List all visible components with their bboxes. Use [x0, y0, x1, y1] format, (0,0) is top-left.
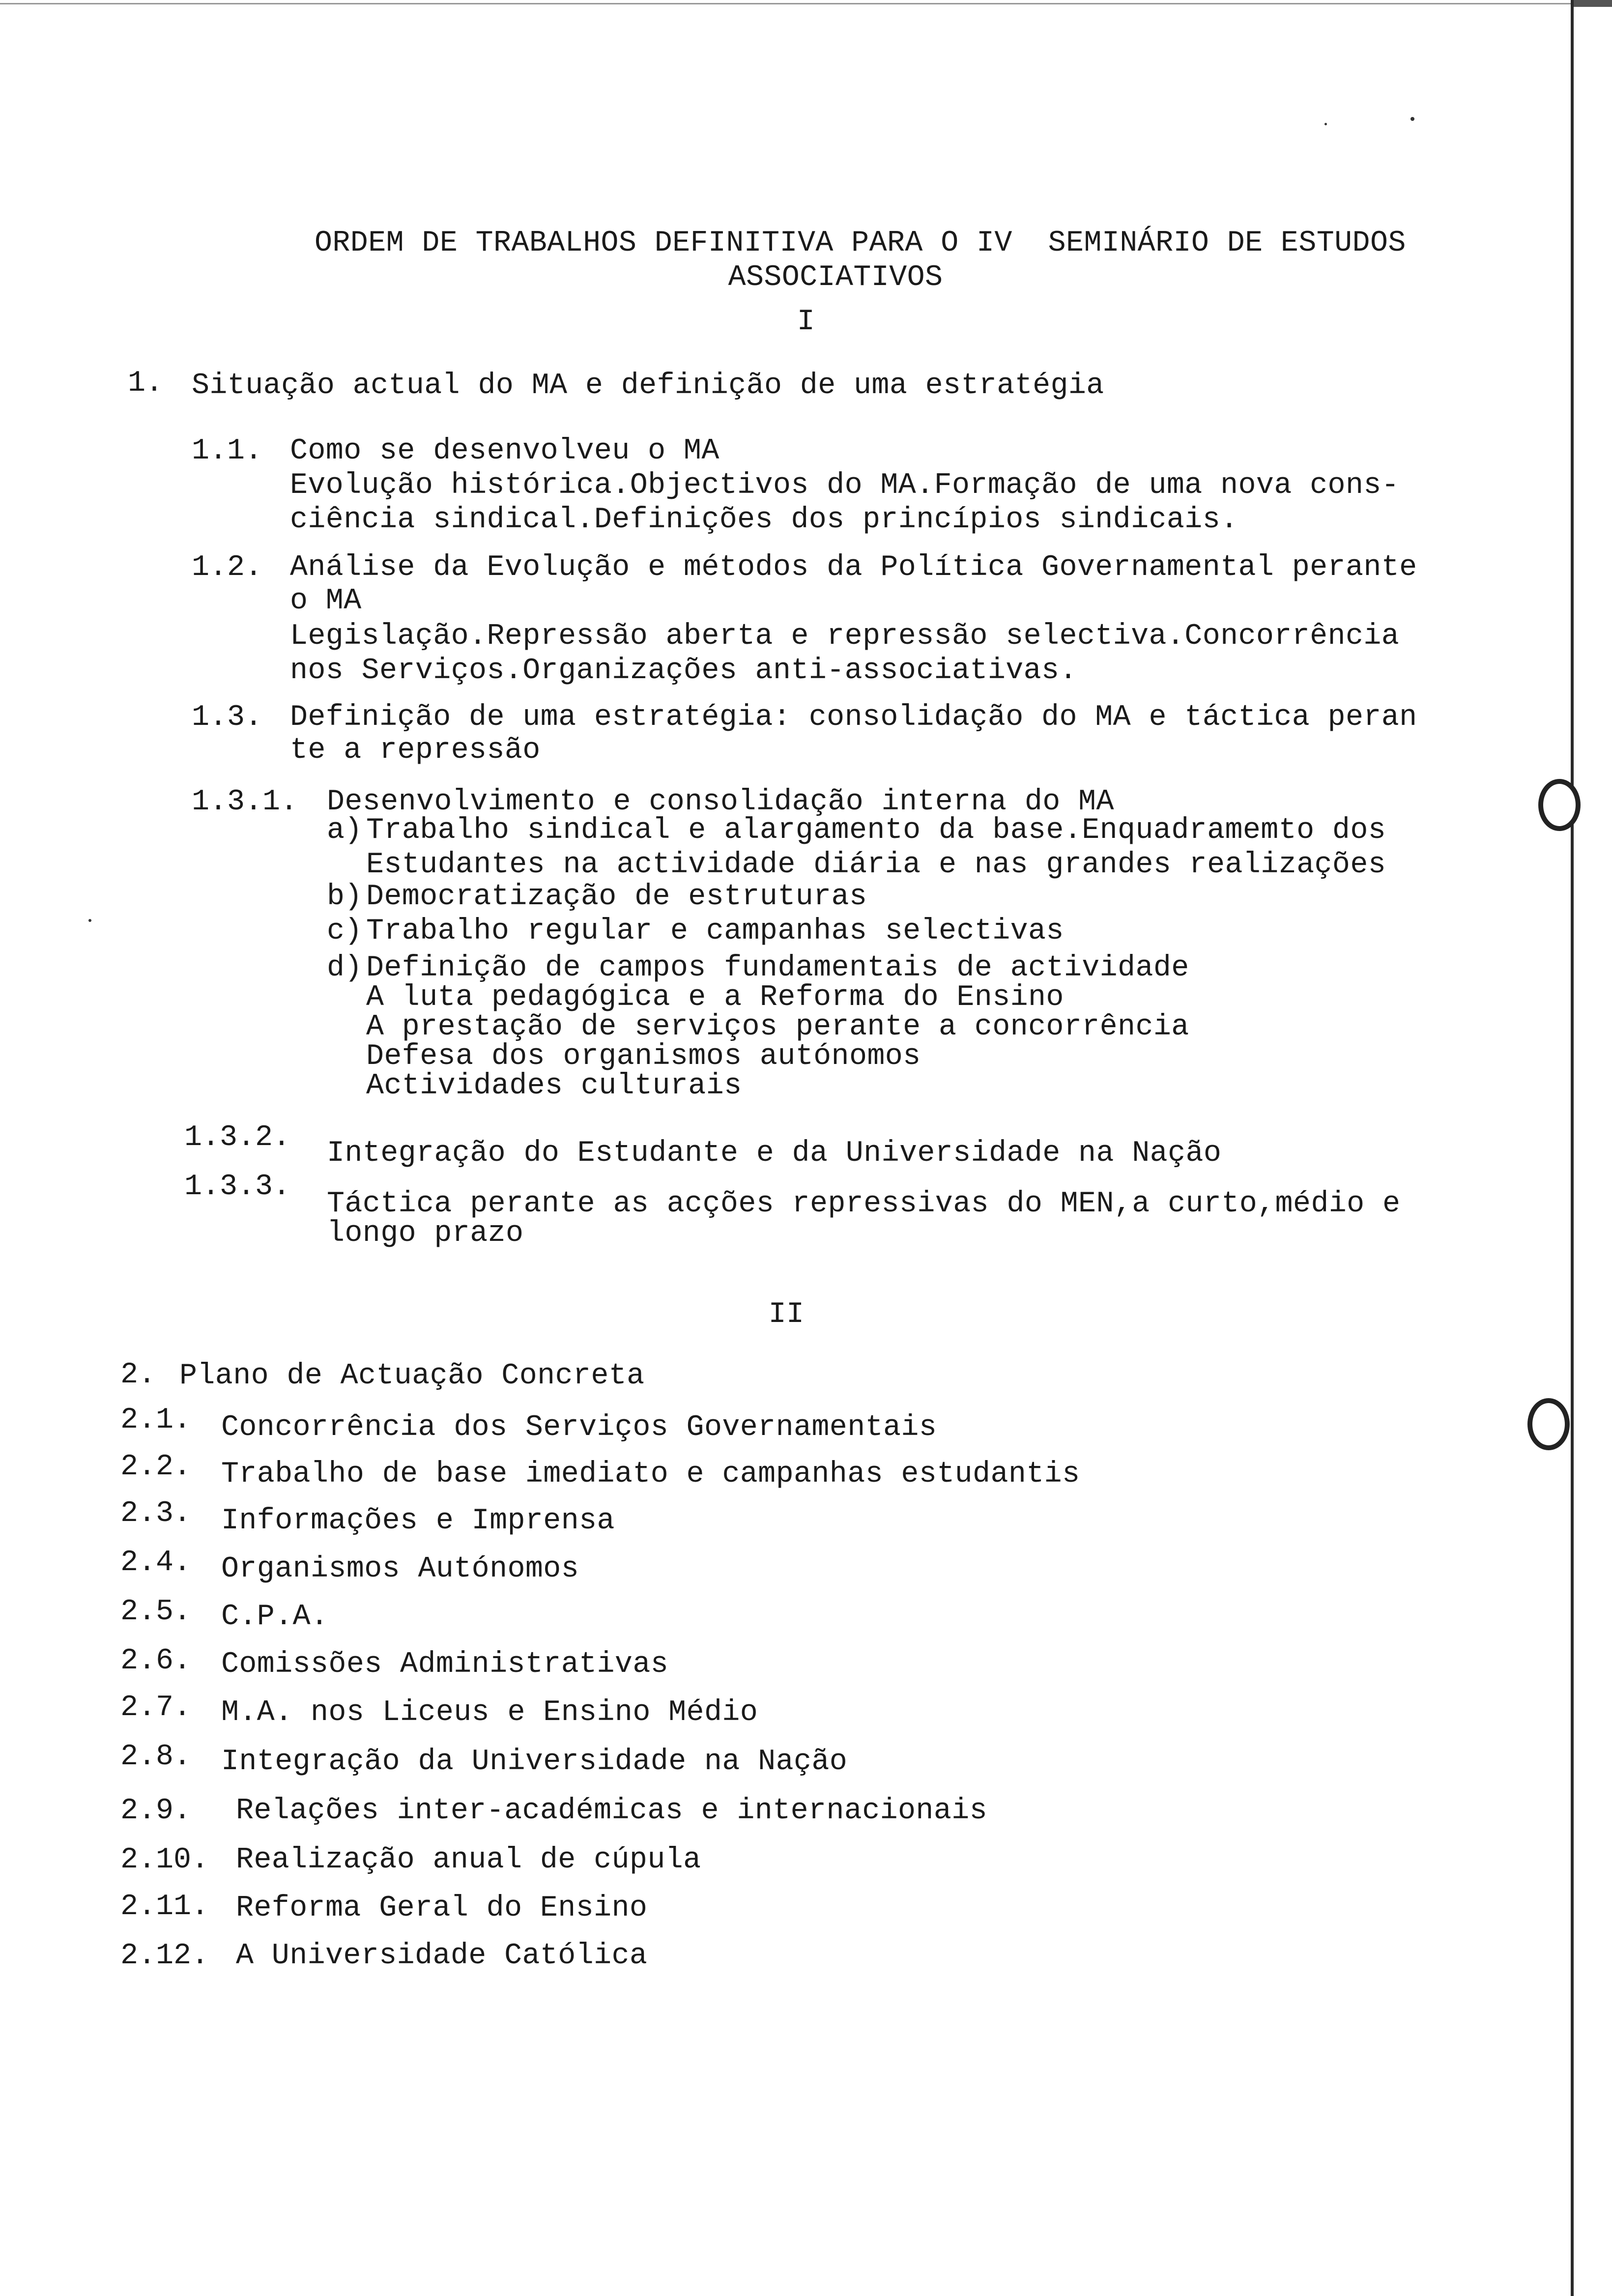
ink-speck-icon — [1324, 123, 1327, 125]
item-number: 2.10. — [120, 1843, 209, 1877]
item-number: 1.1. — [192, 434, 263, 468]
item-text: Comissões Administrativas — [221, 1648, 669, 1681]
item-letter: d) — [327, 951, 363, 985]
item-text: Legislação.Repressão aberta e repressão selectiva.Concorrência — [290, 620, 1400, 653]
item-number: 1.3.1. — [192, 785, 298, 819]
item-number: 2.11. — [120, 1890, 209, 1923]
item-text: Informações e Imprensa — [221, 1504, 615, 1538]
item-text: Táctica perante as acções repressivas do MEN,a curto,médio e — [327, 1187, 1401, 1221]
ink-speck-icon — [88, 919, 91, 922]
item-text: Organismos Autónomos — [221, 1552, 579, 1586]
item-text: Como se desenvolveu o MA — [290, 434, 720, 468]
item-text: Defesa dos organismos autónomos — [366, 1040, 921, 1073]
item-number: 2. — [120, 1358, 156, 1392]
item-text: Realização anual de cúpula — [236, 1843, 701, 1877]
item-number: 1.2. — [192, 551, 263, 584]
punch-hole-lower-icon — [1527, 1398, 1570, 1450]
ink-speck-icon — [1410, 117, 1414, 121]
item-text: Análise da Evolução e métodos da Política Governamental perante — [290, 551, 1417, 584]
item-text: Definição de uma estratégia: consolidação do MA e táctica peran — [290, 701, 1417, 734]
punch-hole-upper-icon — [1538, 779, 1581, 831]
item-text: Trabalho regular e campanhas selectivas — [366, 915, 1064, 948]
section-roman-numeral-1: I — [797, 305, 815, 339]
item-text: Democratização de estruturas — [366, 880, 867, 914]
item-number: 2.9. — [120, 1794, 192, 1828]
document-title-line-2: ASSOCIATIVOS — [728, 261, 943, 294]
section-roman-numeral-2: II — [768, 1298, 805, 1331]
item-number: 1. — [128, 367, 164, 400]
item-text: A luta pedagógica e a Reforma do Ensino — [366, 981, 1064, 1014]
item-text: Situação actual do MA e definição de uma estratégia — [192, 369, 1104, 402]
item-letter: a) — [327, 814, 363, 847]
page-corner-edge — [1574, 0, 1612, 7]
item-number: 2.4. — [120, 1546, 192, 1579]
item-text: M.A. nos Liceus e Ensino Médio — [221, 1696, 758, 1729]
page-right-edge — [1571, 0, 1574, 2296]
item-number: 1.3.3. — [184, 1170, 291, 1204]
item-number: 2.2. — [120, 1450, 192, 1484]
item-text: Plano de Actuação Concreta — [179, 1359, 645, 1393]
item-text: Desenvolvimento e consolidação interna do MA — [327, 785, 1114, 819]
item-letter: b) — [327, 880, 363, 914]
document-title-line-1: ORDEM DE TRABALHOS DEFINITIVA PARA O IV SEMINÁRIO DE ESTUDOS — [315, 227, 1406, 260]
item-text: Trabalho sindical e alargamento da base.Enquadramemto dos — [366, 814, 1386, 847]
item-text: Integração do Estudante e da Universidade na Nação — [327, 1137, 1222, 1170]
item-text: Actividades culturais — [366, 1069, 742, 1103]
item-number: 2.5. — [120, 1595, 192, 1629]
item-number: 2.12. — [120, 1939, 209, 1973]
page-top-edge — [0, 3, 1571, 4]
item-text: Definição de campos fundamentais de actividade — [366, 951, 1189, 985]
item-text: Integração da Universidade na Nação — [221, 1745, 848, 1779]
item-text: te a repressão — [290, 734, 541, 767]
item-number: 1.3. — [192, 701, 263, 734]
item-text: Trabalho de base imediato e campanhas estudantis — [221, 1458, 1080, 1491]
item-text: Evolução histórica.Objectivos do MA.Formação de uma nova cons- — [290, 469, 1400, 502]
item-number: 2.8. — [120, 1740, 192, 1774]
item-text: nos Serviços.Organizações anti-associativas. — [290, 654, 1077, 688]
item-text: o MA — [290, 584, 362, 618]
item-number: 2.7. — [120, 1691, 192, 1724]
item-text: ciência sindical.Definições dos princípios sindicais. — [290, 503, 1238, 537]
item-text: Relações inter-académicas e internacionais — [236, 1794, 988, 1828]
item-text: A Universidade Católica — [236, 1939, 648, 1973]
item-number: 1.3.2. — [184, 1121, 291, 1154]
item-letter: c) — [327, 915, 363, 948]
item-text: C.P.A. — [221, 1600, 329, 1634]
item-number: 2.6. — [120, 1644, 192, 1678]
item-text: Estudantes na actividade diária e nas grandes realizações — [366, 848, 1386, 882]
item-text: A prestação de serviços perante a concorrência — [366, 1010, 1189, 1044]
item-text: Reforma Geral do Ensino — [236, 1892, 648, 1925]
item-text: Concorrência dos Serviços Governamentais — [221, 1411, 937, 1444]
item-number: 2.3. — [120, 1497, 192, 1530]
item-text: longo prazo — [327, 1217, 524, 1250]
item-number: 2.1. — [120, 1404, 192, 1437]
